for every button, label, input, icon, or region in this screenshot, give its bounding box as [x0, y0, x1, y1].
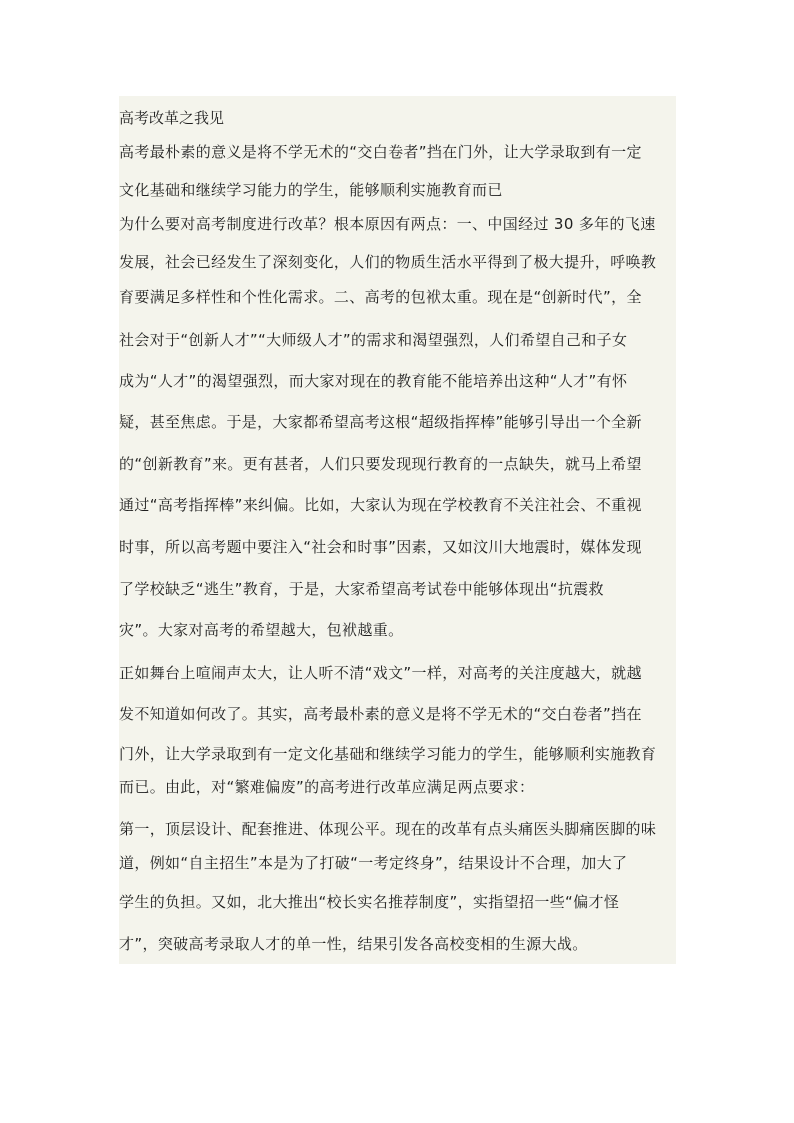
paragraph-line: 道，例如“自主招生”本是为了打破“一考定终身”，结果设计不合理，加大了 [119, 854, 628, 872]
paragraph-line: 学生的负担。又如，北大推出“校长实名推荐制度”，实指望招一些“偏才怪 [119, 893, 620, 911]
paragraph-line: 才”，突破高考录取人才的单一性，结果引发各高校变相的生源大战。 [119, 935, 588, 953]
paragraph-line: 而已。由此，对“繁难偏废”的高考进行改革应满足两点要求： [119, 778, 535, 796]
paragraph-line: 成为“人才”的渴望强烈，而大家对现在的教育能不能培养出这种“人才”有怀 [119, 372, 628, 390]
document-title: 高考改革之我见 [119, 109, 225, 127]
paragraph-line: 高考最朴素的意义是将不学无术的“交白卷者”挡在门外，让大学录取到有一定 [119, 143, 642, 161]
paragraph-line: 门外，让大学录取到有一定文化基础和继续学习能力的学生，能够顺利实施教育 [119, 745, 657, 763]
paragraph-line: 通过“高考指挥棒”来纠偏。比如，大家认为现在学校教育不关注社会、不重视 [119, 496, 642, 514]
paragraph-line: 文化基础和继续学习能力的学生，能够顺利实施教育而已 [119, 181, 503, 199]
paragraph-line: 正如舞台上喧闹声太大，让人听不清“戏文”一样，对高考的关注度越大，就越 [119, 664, 642, 682]
paragraph-line: 社会对于“创新人才”“大师级人才”的需求和渴望强烈，人们希望自己和子女 [119, 331, 628, 349]
paragraph-line: 时事，所以高考题中要注入“社会和时事”因素，又如汶川大地震时，媒体发现 [119, 538, 642, 556]
paragraph-line: 为什么要对高考制度进行改革？根本原因有两点：一、中国经过 30 多年的飞速 [119, 215, 656, 233]
paragraph-line: 灾”。大家对高考的希望越大，包袱越重。 [119, 621, 404, 639]
paragraph-line: 疑，甚至焦虑。于是，大家都希望高考这根“超级指挥棒”能够引导出一个全新 [119, 413, 642, 431]
paragraph-line: 了学校缺乏“逃生”教育，于是，大家希望高考试卷中能够体现出“抗震救 [119, 580, 604, 598]
paragraph-line: 发不知道如何改了。其实，高考最朴素的意义是将不学无术的“交白卷者”挡在 [119, 705, 642, 723]
paragraph-line: 发展，社会已经发生了深刻变化，人们的物质生活水平得到了极大提升，呼唤教 [119, 253, 657, 271]
paragraph-line: 第一，顶层设计、配套推进、体现公平。现在的改革有点头痛医头脚痛医脚的味 [119, 820, 657, 838]
paragraph-line: 育要满足多样性和个性化需求。二、高考的包袱太重。现在是“创新时代”，全 [119, 288, 642, 306]
paragraph-line: 的“创新教育”来。更有甚者，人们只要发现现行教育的一点缺失，就马上希望 [119, 455, 642, 473]
